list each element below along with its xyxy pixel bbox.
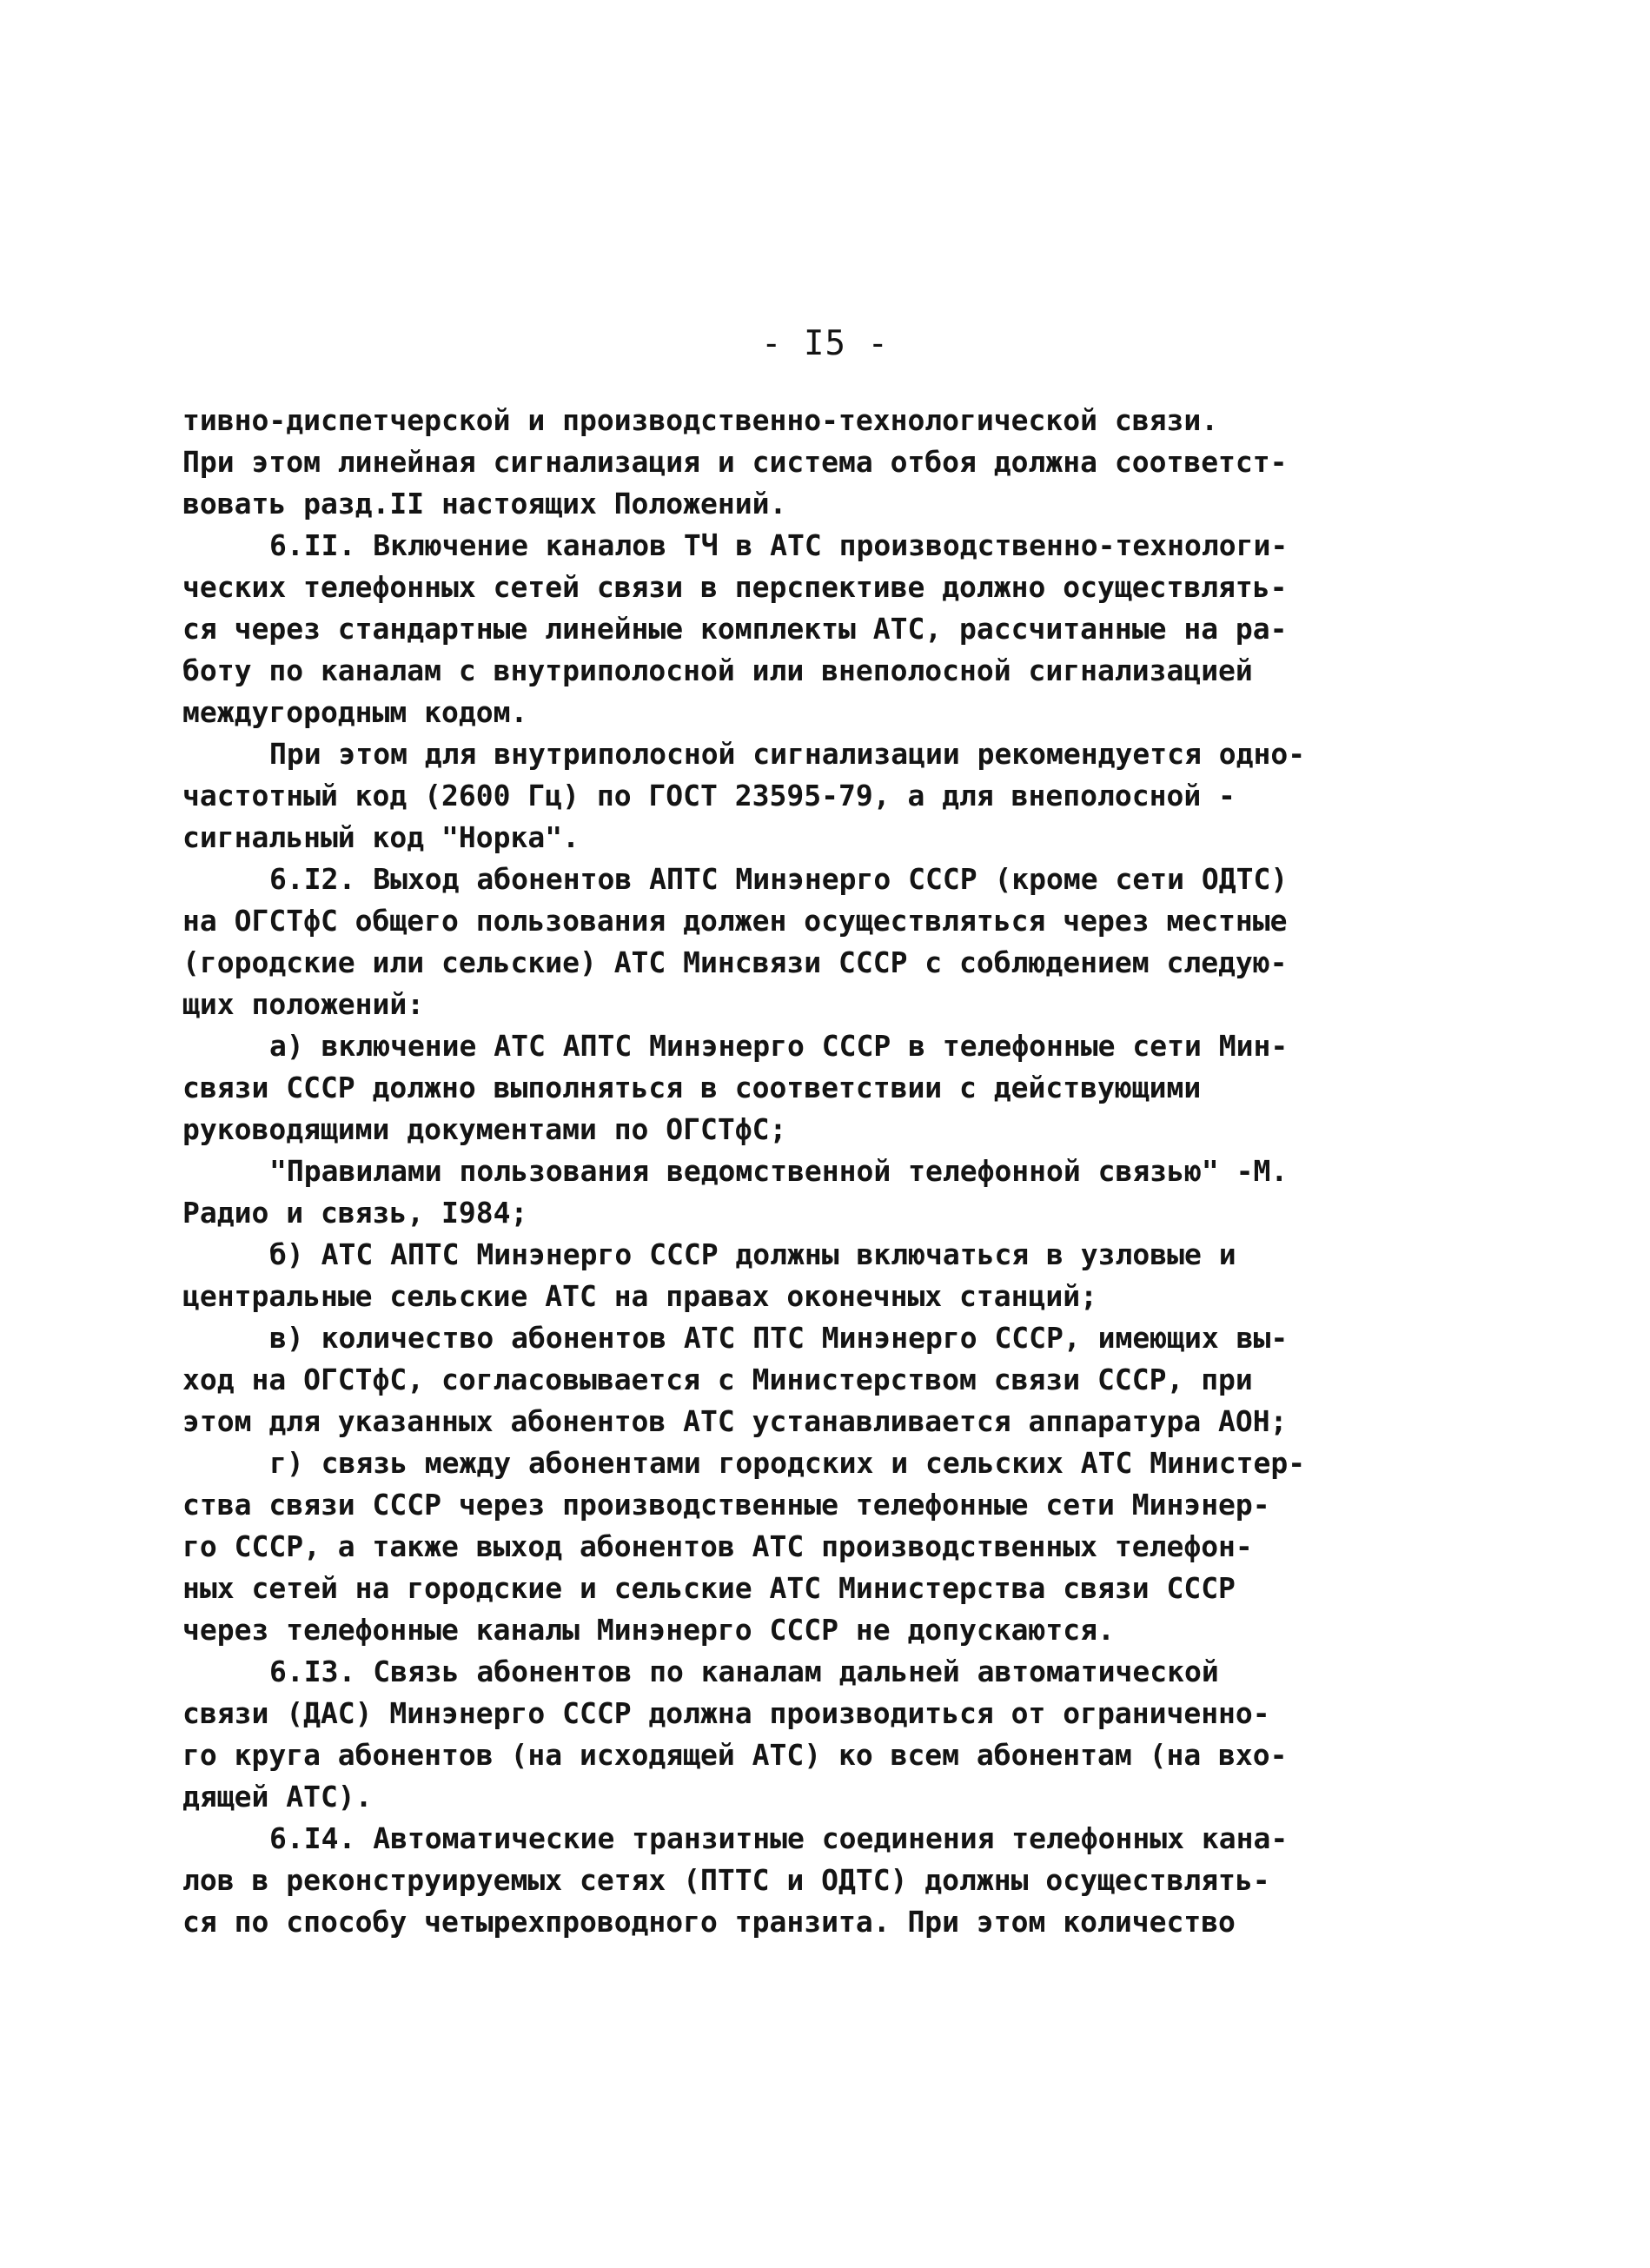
text-line: боту по каналам с внутриполосной или внеполосной сигнализацией bbox=[182, 653, 1253, 687]
text-line: ся по способу четырехпроводного транзита. При этом количество bbox=[182, 1905, 1236, 1939]
text-line: связи (ДАС) Минэнерго СССР должна производиться от ограниченно- bbox=[182, 1696, 1270, 1730]
text-line: связи СССР должно выполняться в соответствии с действующими bbox=[182, 1071, 1202, 1104]
paragraph-first-line: 6.II. Включение каналов ТЧ в АТС производственно-технологи- bbox=[269, 528, 1289, 562]
text-line: ческих телефонных сетей связи в перспективе должно осуществлять- bbox=[182, 570, 1288, 604]
text-line: ства связи СССР через производственные телефонные сети Минэнер- bbox=[182, 1488, 1270, 1522]
text-line: междугородным кодом. bbox=[182, 695, 528, 729]
page-number: - I5 - bbox=[761, 324, 889, 363]
text-line: го круга абонентов (на исходящей АТС) ко всем абонентам (на вхо- bbox=[182, 1738, 1288, 1772]
text-line: руководящими документами по ОГСТфС; bbox=[182, 1112, 787, 1146]
text-line: этом для указанных абонентов АТС устанавливается аппаратура АОН; bbox=[182, 1404, 1288, 1438]
paragraph-first-line: 6.I2. Выход абонентов АПТС Минэнерго СССР (кроме сети ОДТС) bbox=[269, 862, 1289, 896]
text-line: частотный код (2600 Гц) по ГОСТ 23595-79, а для внеполосной - bbox=[182, 779, 1236, 812]
paragraph-first-line: г) связь между абонентами городских и сельских АТС Министер- bbox=[269, 1446, 1306, 1480]
paragraph-first-line: а) включение АТС АПТС Минэнерго СССР в телефонные сети Мин- bbox=[269, 1029, 1289, 1063]
text-line: При этом линейная сигнализация и система отбоя должна соответст- bbox=[182, 445, 1288, 479]
text-line: центральные сельские АТС на правах оконечных станций; bbox=[182, 1279, 1097, 1313]
paragraph-first-line: б) АТС АПТС Минэнерго СССР должны включаться в узловые и bbox=[269, 1237, 1236, 1271]
text-line: ных сетей на городские и сельские АТС Министерства связи СССР bbox=[182, 1571, 1236, 1605]
paragraph-first-line: 6.I4. Автоматические транзитные соединения телефонных кана- bbox=[269, 1821, 1289, 1855]
text-line: на ОГСТфС общего пользования должен осуществляться через местные bbox=[182, 904, 1288, 938]
text-line: тивно-диспетчерской и производственно-технологической связи. bbox=[182, 403, 1219, 437]
text-line: ход на ОГСТфС, согласовывается с Министерством связи СССР, при bbox=[182, 1363, 1253, 1396]
text-line: дящей АТС). bbox=[182, 1780, 373, 1814]
text-line: сигнальный код "Норка". bbox=[182, 820, 580, 854]
text-line: щих положений: bbox=[182, 987, 425, 1021]
document-body bbox=[182, 400, 1355, 1943]
paragraph-first-line: в) количество абонентов АТС ПТС Минэнерго СССР, имеющих вы- bbox=[269, 1321, 1289, 1355]
text-line: (городские или сельские) АТС Минсвязи СССР с соблюдением следую- bbox=[182, 945, 1288, 979]
paragraph-first-line: "Правилами пользования ведомственной телефонной связью" -М. bbox=[269, 1154, 1289, 1188]
paragraph-first-line: При этом для внутриполосной сигнализации рекомендуется одно- bbox=[269, 737, 1306, 771]
paragraph-first-line: 6.I3. Связь абонентов по каналам дальней автоматической bbox=[269, 1655, 1219, 1688]
text-line: Радио и связь, I984; bbox=[182, 1196, 528, 1230]
text-line: через телефонные каналы Минэнерго СССР не допускаются. bbox=[182, 1613, 1115, 1647]
text-line: лов в реконструируемых сетях (ПТТС и ОДТС) должны осуществлять- bbox=[182, 1863, 1270, 1897]
text-line: го СССР, а также выход абонентов АТС производственных телефон- bbox=[182, 1529, 1253, 1563]
text-line: вовать разд.II настоящих Положений. bbox=[182, 487, 787, 521]
text-line: ся через стандартные линейные комплекты АТС, рассчитанные на ра- bbox=[182, 612, 1288, 646]
